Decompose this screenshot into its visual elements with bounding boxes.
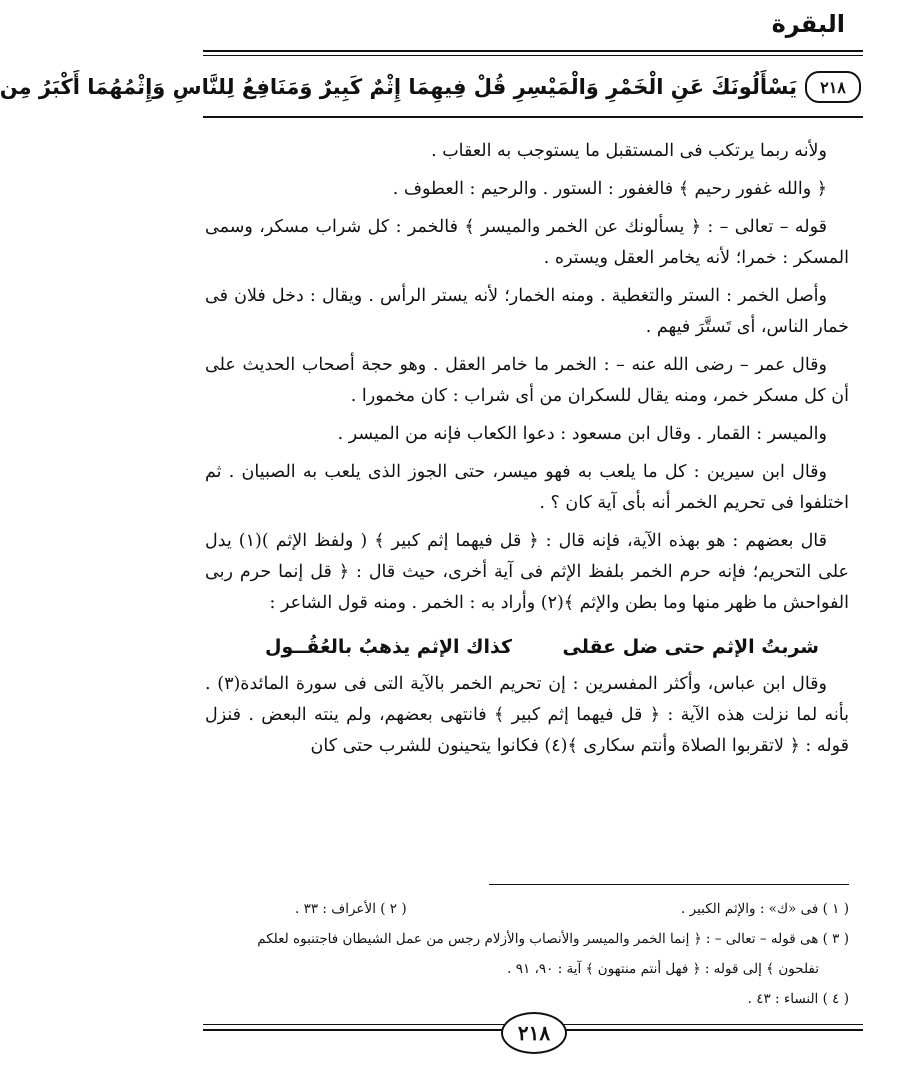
poem-hemistich-2: كذاك الإثم يذهبُ بالعُقُــول [265, 636, 513, 658]
body-text [205, 136, 849, 769]
poem-verse [205, 626, 849, 669]
footnote-row [205, 894, 849, 924]
paragraph: ولأنه ربما يرتكب فى المستقبل ما يستوجب به العقاب . [431, 141, 827, 161]
sura-name: البقرة [771, 10, 845, 38]
paragraph: وقال ابن سيرين : كل ما يلعب به فهو ميسر، حتى الجوز الذى يلعب به الصبيان . ثم اختلفوا فى تحريم الخمر أنه بأى آية كان ؟ . [205, 462, 849, 513]
footnote-3-continued: تفلحون ﴾ إلى قوله : ﴿ فهل أنتم منتهون ﴾ آية : ٩٠، ٩١ . [507, 961, 819, 977]
footnote-2: ( ٢ ) الأعراف : ٣٣ . [295, 901, 407, 917]
paragraph: وقال عمر – رضى الله عنه – : الخمر ما خامر العقل . وهو حجة أصحاب الحديث على أن كل مسكر خمر، ومنه يقال للسكران من أى شراب : كان مخمورا . [205, 355, 849, 406]
footnote-4: ( ٤ ) النساء : ٤٣ . [747, 991, 849, 1007]
footnotes [205, 894, 849, 1014]
paragraph: قال بعضهم : هو بهذه الآية، فإنه قال : ﴿ قل فيهما إثم كبير ﴾ ( ولفظ الإثم )(١) يدل على التحريم؛ فإنه حرم الخمر بلفظ الإثم فى آية أخرى، حيث قال : ﴿ قل إنما حرم ربى الفواحش ما ظهر منها وما بطن والإثم ﴾(٢) وأراد به : الخمر . ومنه قول الشاعر : [205, 531, 849, 613]
verse-text: يَسْأَلُونَكَ عَنِ الْخَمْرِ وَالْمَيْسِرِ قُلْ فِيهِمَا إِثْمٌ كَبِيرٌ وَمَنَافِعُ لِلنَّاسِ وَإِثْمُهُمَا أَكْبَرُ مِن [0, 75, 797, 99]
poem-hemistich-1: شربتُ الإثم حتى ضل عقلى [562, 636, 819, 658]
footnote-rule [489, 884, 849, 885]
header-rule-thin [203, 55, 863, 56]
verse-header [0, 64, 861, 110]
footnote-1: ( ١ ) فى «ك» : والإثم الكبير . [681, 901, 849, 917]
paragraph: ﴿ والله غفور رحيم ﴾ فالغفور : الستور . والرحيم : العطوف . [392, 179, 827, 199]
header-rule-thick [203, 50, 863, 52]
page-number: ٢١٨ [501, 1012, 567, 1054]
footnote-3: ( ٣ ) هى قوله – تعالى – : ﴿ إنما الخمر والميسر والأنصاب والأزلام رجس من عمل الشيطان فاجتنبوه لعلكم [257, 931, 849, 947]
paragraph: وأصل الخمر : الستر والتغطية . ومنه الخمار؛ لأنه يستر الرأس . ويقال : دخل فلان فى خمار الناس، أى تَستَّرَ فيهم . [205, 286, 849, 337]
verse-rule [203, 116, 863, 118]
paragraph: وقال ابن عباس، وأكثر المفسرين : إن تحريم الخمر بالآية التى فى سورة المائدة(٣) . بأنه لما نزلت هذه الآية : ﴿ قل فيهما إثم كبير ﴾ فانتهى بعضهم، ولم ينته البعض . فنزل قوله : ﴿ لاتقربوا الصلاة وأنتم سكارى ﴾(٤) فكانوا يتحينون للشرب حتى كان [205, 674, 849, 756]
verse-number-badge: ٢١٨ [805, 71, 861, 103]
paragraph: قوله – تعالى – : ﴿ يسألونك عن الخمر والميسر ﴾ فالخمر : كل شراب مسكر، وسمى المسكر : خمرا؛ لأنه يخامر العقل ويستره . [205, 217, 849, 268]
paragraph: والميسر : القمار . وقال ابن مسعود : دعوا الكعاب فإنه من الميسر . [337, 424, 827, 444]
